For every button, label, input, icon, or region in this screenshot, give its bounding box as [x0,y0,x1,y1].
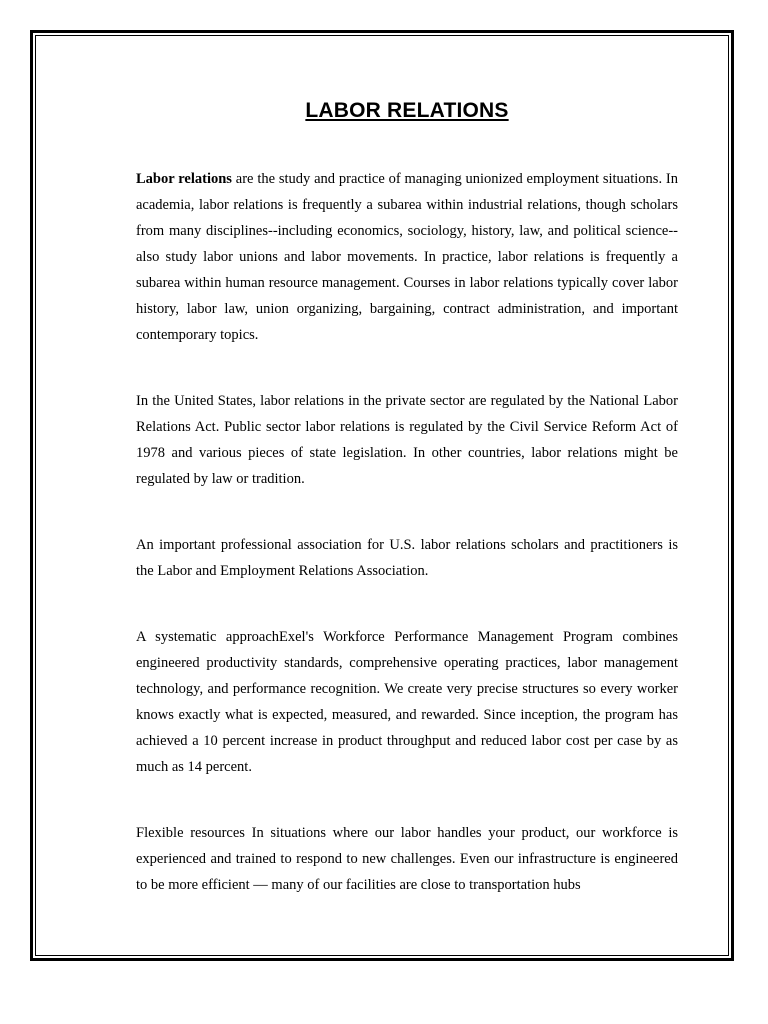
paragraph-intro [136,166,678,348]
paragraph-flexible-resources: Flexible resources In situations where our labor handles your product, our workforce is experienced and trained to respond to new challenges. Even our infrastructure is engineered to be more efficient — many of our facilities are close to transportation hubs [136,825,678,893]
paragraph-us-regulation: In the United States, labor relations in the private sector are regulated by the National Labor Relations Act. Public sector labor relations is regulated by the Civil Service Reform Act of 1978 and various pieces of state legislation. In other countries, labor relations might be regulated by law or tradition. [136,393,678,487]
paragraph-systematic-approach: A systematic approachExel's Workforce Performance Management Program combines engineered productivity standards, comprehensive operating practices, labor management technology, and performance recognition. We create very precise structures so every worker knows exactly what is expected, measured, and rewarded. Since inception, the program has achieved a 10 percent increase in product throughput and reduced labor cost per case by as much as 14 percent. [136,629,678,775]
paragraph-intro-text: are the study and practice of managing unionized employment situations. In academia, labor relations is frequently a subarea within industrial relations, though scholars from many disciplines--including economics, sociology, history, law, and political science--also study labor unions and labor movements. In practice, labor relations is frequently a subarea within human resource management. Courses in labor relations typically cover labor history, labor law, union organizing, bargaining, contract administration, and important contemporary topics. [136,171,678,343]
document-title: LABOR RELATIONS [305,99,509,122]
document-body [136,96,678,898]
paragraph-intro-lead: Labor relations [136,171,232,187]
paragraph-association: An important professional association for U.S. labor relations scholars and practitioners is the Labor and Employment Relations Association. [136,537,678,579]
